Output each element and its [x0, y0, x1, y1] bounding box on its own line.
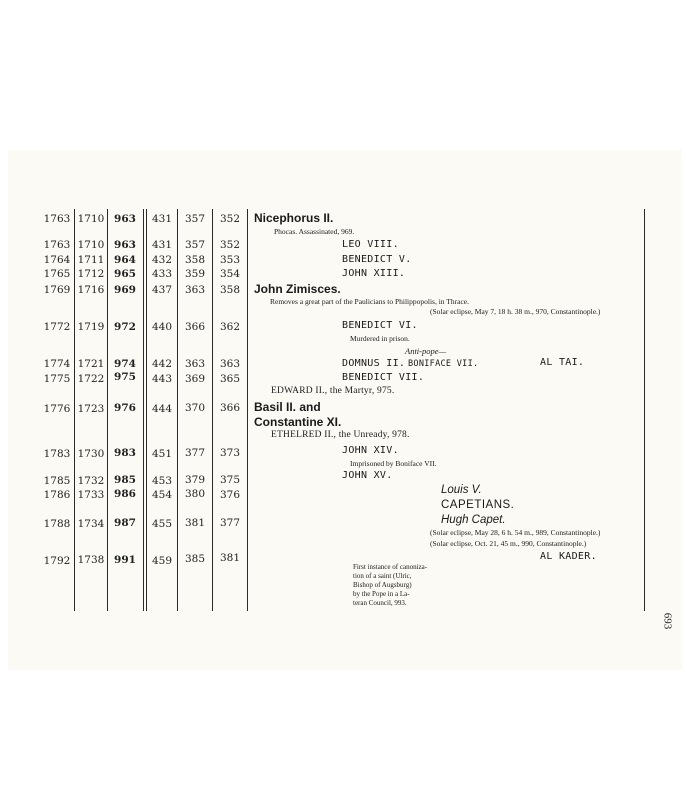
table-cell: 1769 [43, 284, 71, 296]
table-cell: 1783 [43, 448, 71, 460]
table-cell: 1772 [43, 321, 71, 333]
antipope-label: Anti-pope— [405, 346, 447, 356]
table-cell: 363 [184, 284, 206, 296]
column-rule [107, 209, 108, 611]
ruler-name: Nicephorus II. [254, 211, 334, 225]
column-rule [212, 209, 213, 611]
pope-name: DOMNUS II. [342, 358, 406, 369]
table-cell: 379 [184, 474, 206, 486]
ruler-name: Constantine XI. [254, 415, 342, 429]
pope-name: BENEDICT VII. [342, 372, 425, 383]
table-cell: 381 [184, 517, 206, 529]
table-cell: 352 [219, 213, 241, 225]
table-cell: 366 [184, 321, 206, 333]
table-cell: 353 [219, 254, 241, 266]
eclipse-note: (Solar eclipse, Oct. 21, 45 m., 990, Constantinople.) [430, 539, 587, 548]
caliph-name: AL TAI. [540, 357, 585, 368]
table-cell: 354 [219, 268, 241, 280]
table-cell: 1788 [43, 518, 71, 530]
antipope-name: BONIFACE VII. [408, 359, 479, 369]
table-cell: 432 [151, 254, 173, 266]
table-cell: 1734 [77, 518, 105, 530]
table-cell: 1792 [43, 555, 71, 567]
table-cell: 453 [151, 475, 173, 487]
column-rule [74, 209, 75, 611]
table-cell: 1776 [43, 403, 71, 415]
entry-note: Removes a great part of the Paulicians to Philippopolis, in Thrace. [270, 297, 469, 306]
table-cell: 986 [114, 488, 136, 500]
table-cell: 1711 [77, 254, 105, 266]
table-cell: 975 [114, 371, 136, 383]
table-cell: 442 [151, 358, 173, 370]
table-cell: 433 [151, 268, 173, 280]
table-cell: 976 [114, 402, 136, 414]
table-cell: 983 [114, 447, 136, 459]
table-cell: 366 [219, 402, 241, 414]
pope-name: JOHN XIII. [342, 268, 406, 279]
table-cell: 362 [219, 321, 241, 333]
table-cell: 969 [114, 284, 136, 296]
table-cell: 444 [151, 403, 173, 415]
table-cell: 370 [184, 402, 206, 414]
table-cell: 1785 [43, 475, 71, 487]
table-cell: 1710 [77, 213, 105, 225]
table-cell: 377 [219, 517, 241, 529]
table-cell: 965 [114, 268, 136, 280]
pope-name: BENEDICT VI. [342, 320, 418, 331]
table-cell: 352 [219, 239, 241, 251]
entry-note: Murdered in prison. [350, 334, 410, 343]
table-cell: 1775 [43, 373, 71, 385]
table-cell: 437 [151, 284, 173, 296]
table-cell: 1719 [77, 321, 105, 333]
table-cell: 963 [114, 213, 136, 225]
table-cell: 1763 [43, 239, 71, 251]
table-cell: 1723 [77, 403, 105, 415]
table-cell: 381 [219, 552, 241, 564]
table-cell: 358 [184, 254, 206, 266]
table-cell: 358 [219, 284, 241, 296]
column-rule [644, 209, 645, 611]
table-cell: 363 [219, 358, 241, 370]
table-cell: 365 [219, 373, 241, 385]
table-cell: 375 [219, 474, 241, 486]
table-cell: 1730 [77, 448, 105, 460]
table-cell: 377 [184, 447, 206, 459]
king-name: EDWARD II., the Martyr, 975. [271, 386, 395, 396]
table-cell: 974 [114, 358, 136, 370]
table-cell: 963 [114, 239, 136, 251]
table-cell: 1722 [77, 373, 105, 385]
page-number: 693 [661, 612, 674, 630]
table-cell: 991 [114, 554, 136, 566]
table-cell: 987 [114, 517, 136, 529]
dynasty-name: CAPETIANS. [441, 499, 515, 511]
table-cell: 1774 [43, 358, 71, 370]
table-cell: 1786 [43, 489, 71, 501]
table-cell: 380 [184, 488, 206, 500]
column-rule [143, 209, 144, 611]
table-cell: 459 [151, 555, 173, 567]
table-cell: 1732 [77, 475, 105, 487]
table-cell: 363 [184, 358, 206, 370]
table-cell: 1710 [77, 239, 105, 251]
entry-note: Imprisoned by Boniface VII. [350, 459, 437, 468]
table-cell: 1712 [77, 268, 105, 280]
table-cell: 455 [151, 518, 173, 530]
table-cell: 972 [114, 321, 136, 333]
pope-name: BENEDICT V. [342, 254, 412, 265]
table-cell: 1765 [43, 268, 71, 280]
table-cell: 440 [151, 321, 173, 333]
table-cell: 451 [151, 448, 173, 460]
table-cell: 1738 [77, 554, 105, 566]
table-cell: 431 [151, 239, 173, 251]
table-cell: 385 [184, 553, 206, 565]
table-cell: 1764 [43, 254, 71, 266]
table-cell: 369 [184, 373, 206, 385]
eclipse-note: (Solar eclipse, May 28, 6 h. 54 m., 989, Constantinople.) [430, 528, 601, 537]
table-cell: 1733 [77, 489, 105, 501]
table-cell: 373 [219, 447, 241, 459]
column-rule [247, 209, 248, 611]
frank-king-name: Louis V. [441, 484, 482, 496]
pope-name: JOHN XIV. [342, 445, 399, 456]
ruler-name: John Zimisces. [254, 282, 341, 296]
caliph-name: AL KADER. [540, 551, 597, 562]
ruler-name: Basil II. and [254, 400, 321, 414]
table-cell: 357 [184, 239, 206, 251]
table-cell: 1716 [77, 284, 105, 296]
king-name: ETHELRED II., the Unready, 978. [271, 430, 410, 440]
frank-king-name: Hugh Capet. [441, 514, 506, 526]
table-cell: 443 [151, 373, 173, 385]
table-cell: 431 [151, 213, 173, 225]
table-cell: 985 [114, 474, 136, 486]
pope-name: JOHN XV. [342, 470, 393, 481]
column-rule [177, 209, 178, 611]
entry-note: Phocas. Assassinated, 969. [274, 227, 355, 236]
table-cell: 1763 [43, 213, 71, 225]
footnote: First instance of canoniza- tion of a saint (Ulric, Bishop of Augsburg) by the Pope in a La- teran Council, 993. [353, 563, 428, 607]
table-cell: 454 [151, 489, 173, 501]
table-cell: 964 [114, 254, 136, 266]
table-cell: 376 [219, 489, 241, 501]
pope-name: LEO VIII. [342, 239, 399, 250]
eclipse-note: (Solar eclipse, May 7, 18 h. 38 m., 970, Constantinople.) [430, 307, 601, 316]
table-cell: 1721 [77, 358, 105, 370]
table-cell: 357 [184, 213, 206, 225]
table-cell: 359 [184, 268, 206, 280]
